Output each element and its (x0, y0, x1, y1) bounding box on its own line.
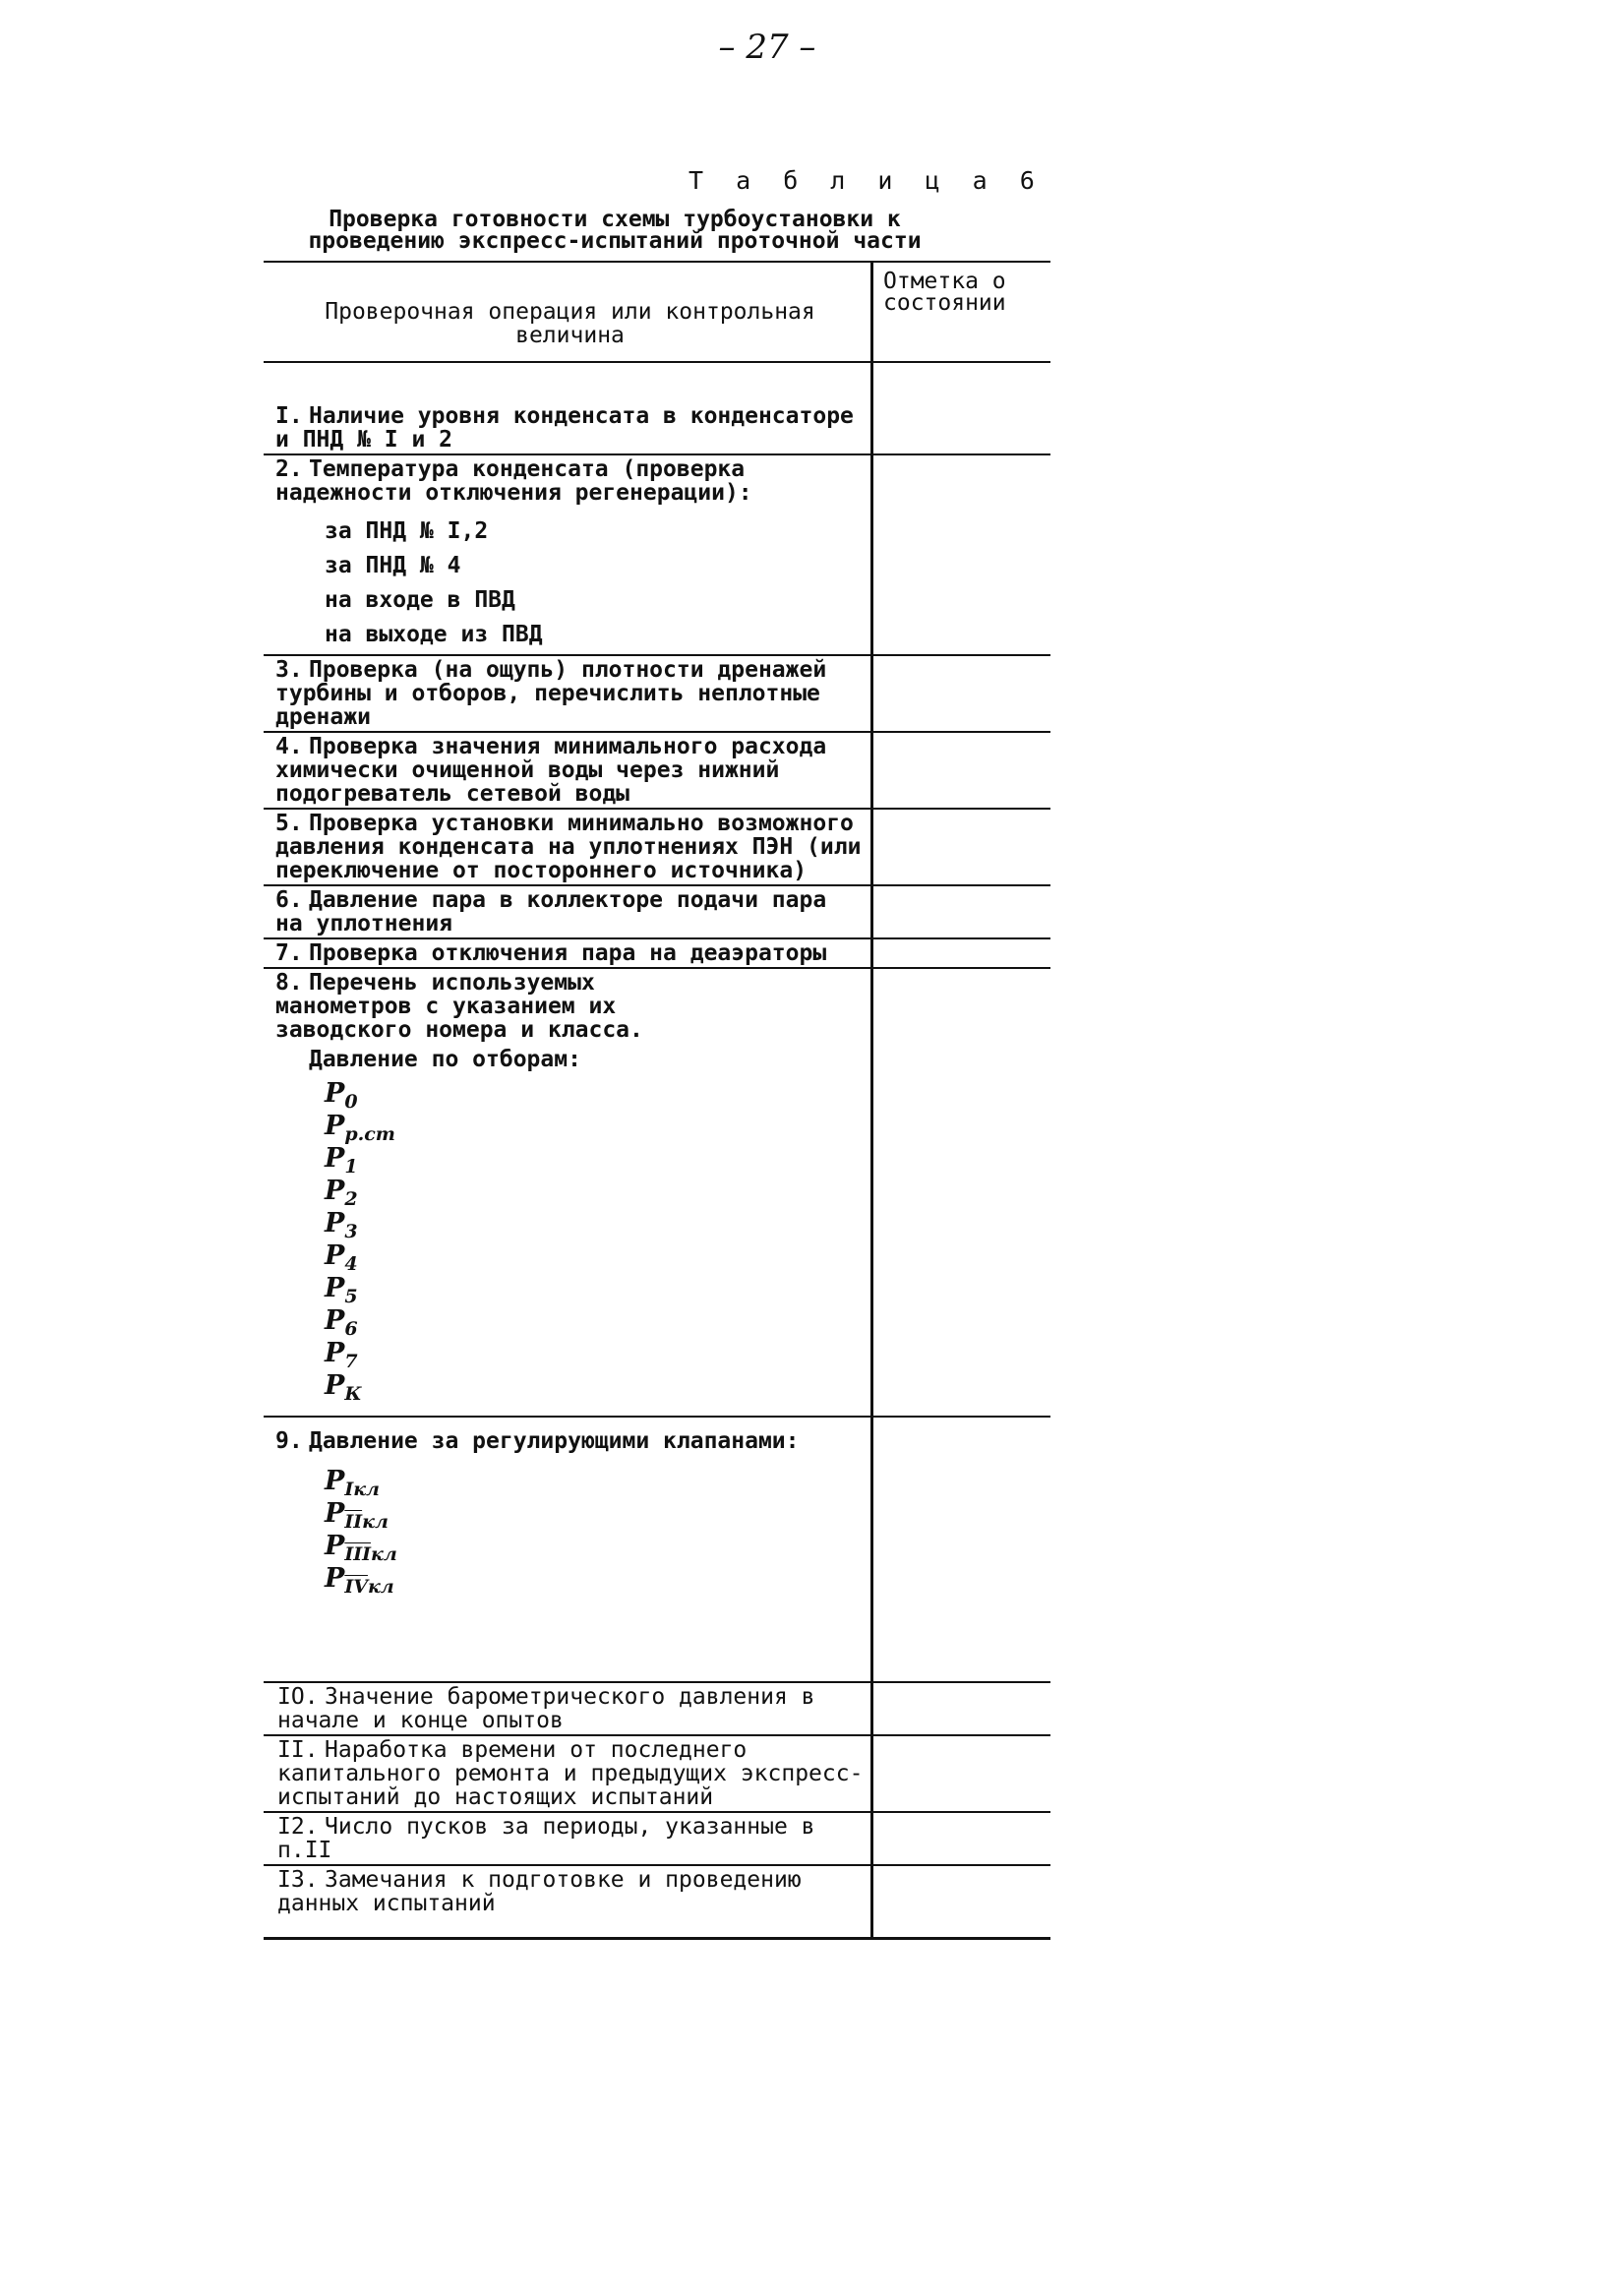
row-number: 2. (275, 456, 303, 482)
pressure-symbol: $P_{р.ст}$ (325, 1111, 395, 1145)
pressure-symbol: $P_3$ (325, 1208, 358, 1242)
pressure-symbol: $P_2$ (325, 1176, 358, 1210)
sub-item: на входе в ПВД (325, 587, 515, 613)
pressure-list (275, 1077, 865, 1405)
status-cell (873, 810, 1050, 884)
row-number: I3. (277, 1867, 319, 1893)
table-row (264, 1866, 1050, 1940)
table-row (264, 969, 1050, 1418)
header-operation: Проверочная операция или контрольная величина (264, 263, 873, 361)
row-number: 8. (275, 970, 303, 996)
table-row (264, 1683, 1050, 1736)
row-number: 7. (275, 940, 303, 966)
row-operation (264, 656, 873, 731)
row-number: 3. (275, 657, 303, 683)
table-row (264, 455, 1050, 656)
table-caption: Проверка готовности схемы турбоустановки к проведению экспресс-испытаний проточной части (308, 207, 922, 254)
pressure-symbol: $P_1$ (325, 1143, 358, 1178)
page-number: – 27 – (718, 28, 816, 67)
status-cell (873, 656, 1050, 731)
pressure-symbol: $P_{\overline{II}кл}$ (325, 1498, 389, 1533)
status-cell (873, 455, 1050, 654)
sub-title: Давление по отборам: (309, 1047, 581, 1072)
check-table (264, 261, 1050, 1940)
row-text: Проверка установки минимально возможного давления конденсата на уплотнениях ПЭН (или переключение от постороннего источника) (275, 811, 862, 883)
row-text: Давление пара в коллекторе подачи пара на уплотнения (275, 887, 827, 937)
status-cell (873, 969, 1050, 1416)
table-row (264, 810, 1050, 886)
row-number: IO. (277, 1684, 319, 1710)
row-text: Проверка значения минимального расхода химически очищенной воды через нижний подогреватель сетевой воды (275, 734, 827, 807)
row-operation (264, 1418, 873, 1681)
row-text: Наработка времени от последнего капитального ремонта и предыдущих экспресс-испытаний до настоящих испытаний (277, 1737, 864, 1810)
pressure-symbol: $P_5$ (325, 1273, 358, 1307)
pressure-symbol: $P_{\overline{III}кл}$ (325, 1531, 397, 1565)
pressure-symbol: $P_6$ (325, 1305, 358, 1340)
row-operation (264, 1866, 873, 1937)
sub-item: на выходе из ПВД (325, 622, 543, 647)
table-row (264, 1736, 1050, 1813)
pressure-symbol: $P_К$ (325, 1370, 362, 1405)
row-operation (264, 363, 873, 453)
row-number: II. (277, 1737, 319, 1763)
status-cell (873, 939, 1050, 967)
row-number: 9. (275, 1428, 303, 1454)
status-cell (873, 363, 1050, 453)
row-operation (264, 1683, 873, 1734)
row-operation (264, 1813, 873, 1864)
table-row (264, 1418, 1050, 1683)
table-row (264, 656, 1050, 733)
row-text: Перечень используемых манометров с указанием их заводского номера и класса. (275, 970, 643, 1043)
table-row (264, 886, 1050, 939)
row-text: Число пусков за периоды, указанные в п.II (277, 1814, 815, 1863)
pressure-symbol: $P_{\overline{IV}кл}$ (325, 1563, 394, 1598)
pressure-symbol: $P_4$ (325, 1240, 358, 1275)
row-number: 6. (275, 887, 303, 913)
row-text: Проверка (на ощупь) плотности дренажей турбины и отборов, перечислить неплотные дренажи (275, 657, 827, 730)
header-status: Отметка о состоянии (883, 269, 1006, 316)
row-operation (264, 1736, 873, 1811)
row-operation (264, 969, 873, 1416)
row-operation (264, 939, 873, 967)
status-cell (873, 1736, 1050, 1811)
valve-pressure-list (275, 1465, 865, 1598)
row-operation (264, 810, 873, 884)
pressure-symbol: $P_{Iкл}$ (325, 1466, 380, 1500)
row-number: I2. (277, 1814, 319, 1840)
table-row (264, 939, 1050, 969)
table-header-row (264, 261, 1050, 363)
sub-item: за ПНД № I,2 (325, 518, 489, 544)
status-cell (873, 1418, 1050, 1681)
status-cell (873, 886, 1050, 937)
status-cell (873, 1683, 1050, 1734)
table-row (264, 733, 1050, 810)
row-text: Давление за регулирующими клапанами: (309, 1428, 800, 1454)
table-row (264, 363, 1050, 455)
row-operation (264, 455, 873, 654)
status-cell (873, 1813, 1050, 1864)
row-number: I. (275, 403, 303, 429)
status-cell (873, 733, 1050, 808)
row-operation (264, 733, 873, 808)
row-text: Температура конденсата (проверка надежности отключения регенерации): (275, 456, 752, 506)
row-operation (264, 886, 873, 937)
row-text: Наличие уровня конденсата в конденсаторе и ПНД № I и 2 (275, 403, 854, 453)
row-text: Замечания к подготовке и проведению данных испытаний (277, 1867, 802, 1916)
sub-item: за ПНД № 4 (325, 553, 461, 578)
status-cell (873, 1866, 1050, 1937)
table-label: Т а б л и ц а 6 (689, 166, 1044, 195)
row-number: 5. (275, 811, 303, 836)
pressure-symbol: $P_7$ (325, 1338, 358, 1372)
table-row (264, 1813, 1050, 1866)
pressure-symbol: $P_0$ (325, 1078, 358, 1113)
row-number: 4. (275, 734, 303, 759)
row-text: Проверка отключения пара на деаэраторы (309, 940, 827, 966)
row-text: Значение барометрического давления в начале и конце опытов (277, 1684, 815, 1733)
